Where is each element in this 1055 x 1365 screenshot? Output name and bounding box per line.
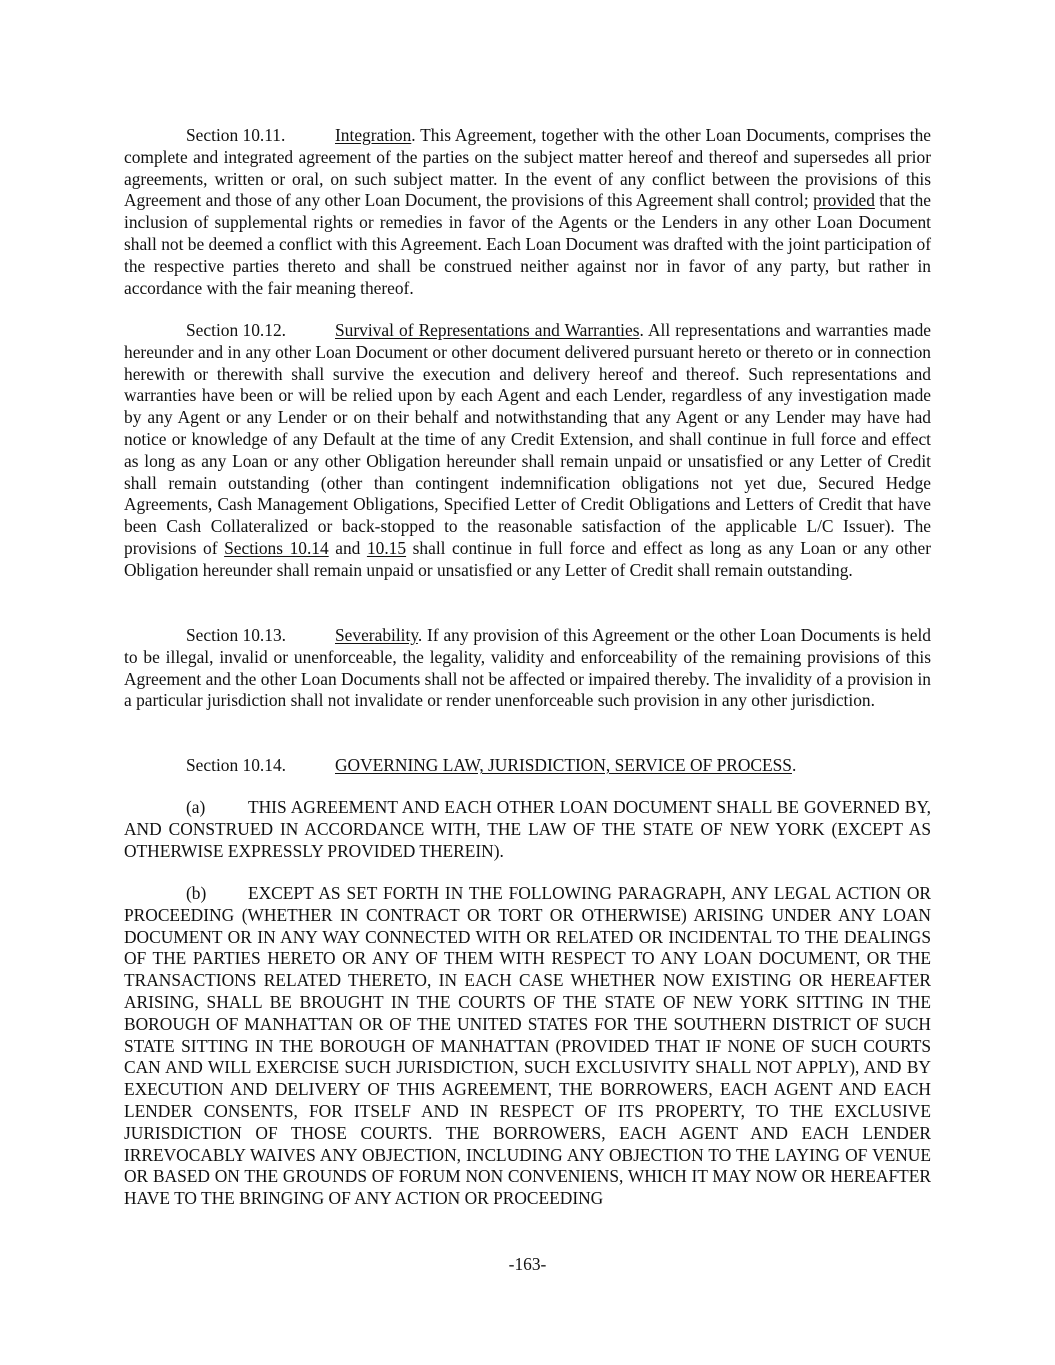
section-number: Section 10.13. — [186, 625, 286, 645]
section-body: and — [328, 537, 367, 558]
cross-reference: 10.15 — [366, 537, 407, 558]
section-heading: Survival of Representations and Warranties — [335, 320, 640, 340]
subsection-b-paragraph — [124, 883, 931, 1210]
subsection-label: (b) — [186, 883, 207, 903]
section-body: . All representations and warranties made hereunder and in any other Loan Document or other document delivered pursuant hereto or thereto or in connection herewith or therewith shall survive the execution and delivery hereof and thereof. Such representations and warranties have been or will be relied upon by each Agent and each Lender, regardless of any investigation made by any Agent or any Lender or on their behalf and notwithstanding that any Agent or any Lender may have had notice or knowledge of any Default at the time of any Credit Extension, and shall continue in full force and effect as long as any Loan or any other Obligation hereunder shall remain unpaid or unsatisfied or any Letter of Credit shall remain outstanding (other than contingent indemnification obligations not yet due, Secured Hedge Agreements, Cash Management Obligations, Specified Letter of Credit Obligations and Letters of Credit that have been Cash Collateralized or back-stopped to the reasonable satisfaction of the applicable L/C Issuer). The provisions of — [124, 320, 931, 558]
section-heading: Integration — [335, 125, 412, 145]
subsection-a-paragraph — [124, 797, 931, 862]
section-10-14-heading-paragraph — [124, 755, 931, 777]
page-number: -163- — [508, 1254, 547, 1274]
section-10-11-paragraph — [124, 125, 931, 299]
section-body: . — [791, 755, 797, 775]
section-body: . If any provision of this Agreement or the other Loan Documents is held to be illegal, invalid or unenforceable, the legality, validity and enforceability of the remaining provisions of this Agreement and the other Loan Documents shall not be affected or impaired thereby. The invalidity of a provision in a particular jurisdiction shall not invalidate or render unenforceable such provision in any other jurisdiction. — [124, 625, 931, 711]
section-heading: Severability — [335, 625, 418, 645]
section-body: shall continue in full force and effect as long as any Loan or any other Obligation hereunder shall remain unpaid or unsatisfied or any Letter of Credit shall remain outstanding. — [124, 537, 931, 580]
section-heading: GOVERNING LAW, JURISDICTION, SERVICE OF PROCESS — [335, 755, 792, 775]
defined-term: provided — [813, 190, 875, 211]
section-body: . This Agreement, together with the other Loan Documents, comprises the complete and integrated agreement of the parties on the subject matter hereof and thereof and supersedes all prior agreements, written or oral, on such subject matter. In the event of any conflict between the provisions of this Agreement and those of any other Loan Document, the provisions of this Agreement shall control; — [124, 125, 931, 211]
section-10-13-paragraph — [124, 625, 931, 712]
section-10-12-paragraph — [124, 320, 931, 582]
cross-reference: Sections 10.14 — [224, 537, 329, 558]
section-number: Section 10.14. — [186, 755, 286, 775]
subsection-body: EXCEPT AS SET FORTH IN THE FOLLOWING PARAGRAPH, ANY LEGAL ACTION OR PROCEEDING (WHETHER IN CONTRACT OR TORT OR OTHERWISE) ARISING UNDER ANY LOAN DOCUMENT OR IN ANY WAY CONNECTED WITH OR RELATED OR INCIDENTAL TO THE DEALINGS OF THE PARTIES HERETO OR ANY OF THEM WITH RESPECT TO ANY LOAN DOCUMENT, OR THE TRANSACTIONS RELATED THERETO, IN EACH CASE WHETHER NOW EXISTING OR HEREAFTER ARISING, SHALL BE BROUGHT IN THE COURTS OF THE STATE OF NEW YORK SITTING IN THE BOROUGH OF MANHATTAN OR OF THE UNITED STATES FOR THE SOUTHERN DISTRICT OF SUCH STATE SITTING IN THE BOROUGH OF MANHATTAN (PROVIDED THAT IF NONE OF SUCH COURTS CAN AND WILL EXERCISE SUCH JURISDICTION, SUCH EXCLUSIVITY SHALL NOT APPLY), AND BY EXECUTION AND DELIVERY OF THIS AGREEMENT, THE BORROWERS, EACH AGENT AND EACH LENDER CONSENTS, FOR ITSELF AND IN RESPECT OF ITS PROPERTY, TO THE EXCLUSIVE JURISDICTION OF THOSE COURTS. THE BORROWERS, EACH AGENT AND EACH LENDER IRREVOCABLY WAIVES ANY OBJECTION, INCLUDING ANY OBJECTION TO THE LAYING OF VENUE OR BASED ON THE GROUNDS OF FORUM NON CONVENIENS, WHICH IT MAY NOW OR HEREAFTER HAVE TO THE BRINGING OF ANY ACTION OR PROCEEDING — [124, 883, 931, 1209]
subsection-label: (a) — [186, 797, 206, 817]
section-number: Section 10.11. — [186, 125, 286, 145]
section-number: Section 10.12. — [186, 320, 286, 340]
section-body: that the inclusion of supplemental rights or remedies in favor of the Agents or the Lenders in any other Loan Document shall not be deemed a conflict with this Agreement. Each Loan Document was drafted with the joint participation of the respective parties thereto and shall be construed neither against nor in favor of any party, but rather in accordance with the fair meaning thereof. — [124, 190, 931, 298]
subsection-body: THIS AGREEMENT AND EACH OTHER LOAN DOCUMENT SHALL BE GOVERNED BY, AND CONSTRUED IN ACCORDANCE WITH, THE LAW OF THE STATE OF NEW YORK (EXCEPT AS OTHERWISE EXPRESSLY PROVIDED THEREIN). — [124, 797, 931, 861]
